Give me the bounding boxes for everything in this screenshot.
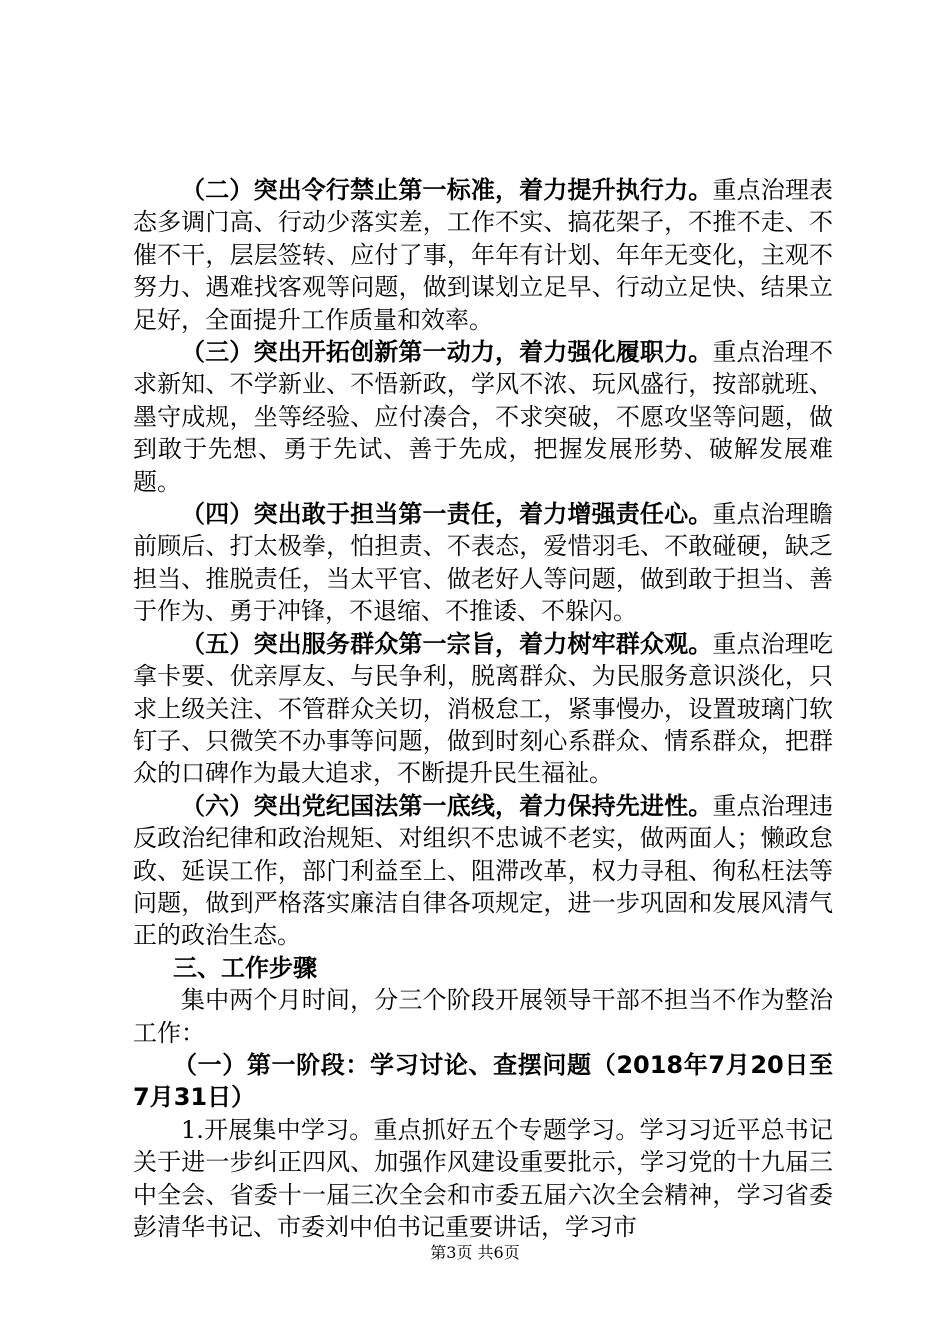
paragraph-body: 重点治理表态多调门高、行动少落实差，工作不实、搞花架子，不推不走、不催不干，层层签转、应付了事，年年有计划、年年无变化，主观不努力、遇难找客观等问题，做到谋划立足早、行动立足快、结果立足好，全面提升工作质量和效率。 bbox=[133, 176, 834, 334]
phase-heading: （一）第一阶段：学习讨论、查摆问题（2018年7月20日至7月31日） bbox=[133, 1050, 833, 1112]
paragraph-body: 重点治理吃拿卡要、优亲厚友、与民争利，脱离群众、为民服务意识淡化，只求上级关注、不管群众关切，消极怠工，紧事慢办，设置玻璃门软钉子、只微笑不办事等问题，做到时刻心系群众、情系群众，把群众的口碑作为最大追求，不断提升民生福祉。 bbox=[133, 629, 834, 788]
paragraph-lead: （六）突出党纪国法第一底线，着力保持先进性。 bbox=[181, 791, 713, 820]
paragraph-body: 重点治理违反政治纪律和政治规矩、对组织不忠诚不老实，做两面人；懒政怠政、延误工作，部门利益至上、阻滞改革，权力寻租、徇私枉法等问题，做到严格落实廉洁自律各项规定，进一步巩固和发展风清气正的政治生态。 bbox=[133, 791, 834, 950]
page-footer: 第3页 共6页 bbox=[430, 1243, 520, 1262]
paragraph-lead: （五）突出服务群众第一宗旨，着力树牢群众观。 bbox=[181, 629, 713, 658]
paragraph-body: 重点治理不求新知、不学新业、不悟新政，学风不浓、玩风盛行，按部就班、墨守成规，坐等经验、应付凑合，不求突破，不愿攻坚等问题，做到敢于先想、勇于先试、善于先成，把握发展形势、破解发展难题。 bbox=[133, 338, 834, 496]
intro-paragraph: 集中两个月时间，分三个阶段开展领导干部不担当不作为整治工作： bbox=[133, 986, 833, 1047]
paragraph-3 bbox=[133, 336, 833, 498]
paragraph-lead: （二）突出令行禁止第一标准，着力提升执行力。 bbox=[181, 176, 713, 204]
section-heading: 三、工作步骤 bbox=[173, 953, 317, 982]
document-body bbox=[133, 174, 833, 1243]
paragraph-5 bbox=[133, 628, 833, 790]
paragraph-body: 重点治理瞻前顾后、打太极拳，怕担责、不表态，爱惜羽毛、不敢碰硬，缺乏担当、推脱责任，当太平官、做老好人等问题，做到敢于担当、善于作为、勇于冲锋，不退缩、不推诿、不躲闪。 bbox=[133, 500, 834, 626]
item-paragraph: 1.开展集中学习。重点抓好五个专题学习。学习习近平总书记关于进一步纠正四风、加强作风建设重要批示，学习党的十九届三中全会、省委十一届三次全会和市委五届六次全会精神，学习省委彭清华书记、市委刘中伯书记重要讲话，学习市 bbox=[133, 1115, 833, 1241]
paragraph-lead: （四）突出敢于担当第一责任，着力增强责任心。 bbox=[181, 500, 713, 529]
paragraph-2 bbox=[133, 174, 833, 336]
paragraph-4 bbox=[133, 498, 833, 628]
paragraph-6 bbox=[133, 790, 833, 952]
paragraph-lead: （三）突出开拓创新第一动力，着力强化履职力。 bbox=[181, 338, 713, 367]
